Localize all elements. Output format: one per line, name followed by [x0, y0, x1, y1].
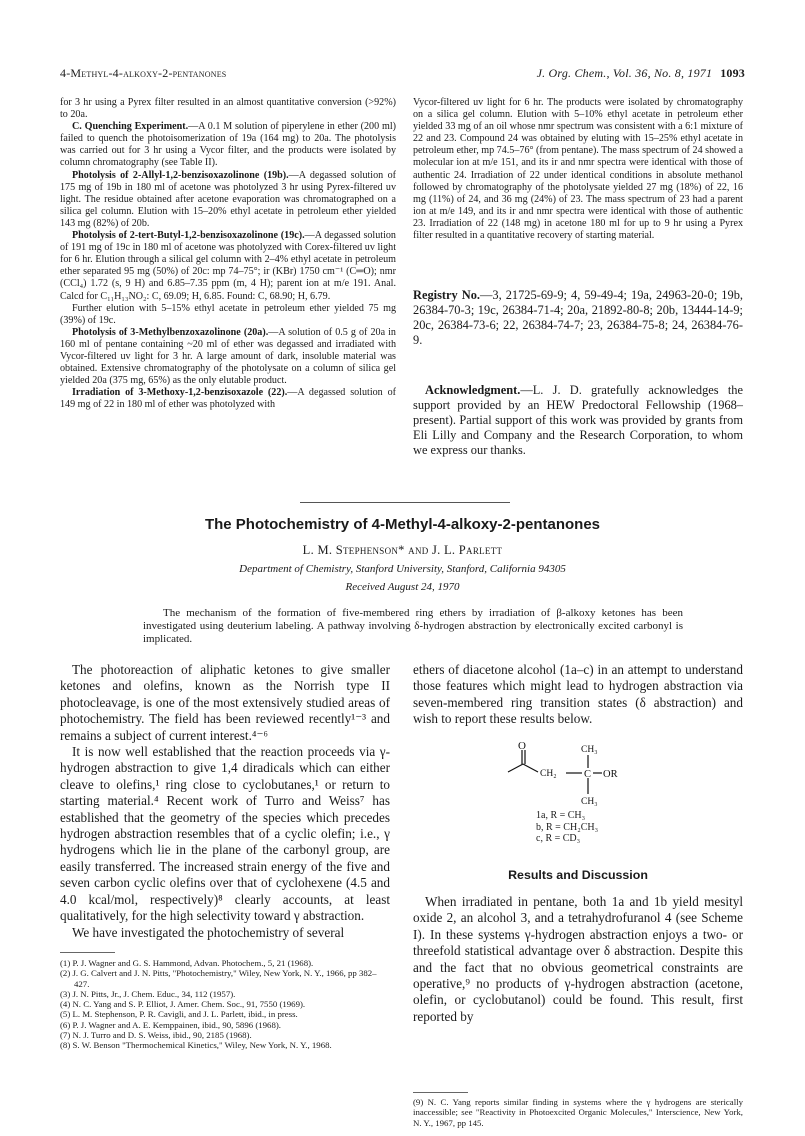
article-affiliation: Department of Chemistry, Stanford University, Stanford, California 94305 [239, 563, 566, 575]
article-authors: L. M. Stephenson* and J. L. Parlett [302, 543, 503, 557]
methyl-top-label: CH₃ [581, 745, 598, 755]
results-heading: Results and Discussion [508, 868, 648, 882]
methylene-label: CH₂ [540, 769, 557, 779]
article-title: The Photochemistry of 4-Methyl-4-alkoxy-2-pentanones [204, 516, 601, 533]
acknowledgment-label: Acknowledgment. [425, 383, 521, 397]
reference-3: (3) J. N. Pitts, Jr., J. Chem. Educ., 34, 112 (1957). [60, 988, 236, 999]
reference-1: (1) P. J. Wagner and G. S. Hammond, Advan. Photochem., 5, 21 (1968). [60, 958, 314, 968]
prev-para-22: Irradiation of 3-Methoxy-1,2-benzisoxazole (22).—A degassed solution of 149 mg of 22 in 180 ml of ether was photolyzed with [60, 387, 396, 411]
received-date: Received August 24, 1970 [345, 581, 460, 593]
prev-para-19c: Photolysis of 2-tert-Butyl-1,2-benzisoxazolinone (19c).—A degassed solution of 191 mg of 19c in 180 ml of acetone was photolyzed with Corex-filtered uv light for 6 hr. Elution through a silical gel column with 2–4% ethyl acetate in petroleum ether separated 95 mg (50%) of 20c: mp 74–75°; ir (KBr) 1750 cm⁻¹ (C═O); nmr (CCl₄) 1.72 (s, 9 H) and 6.85–7.35 ppm (m, 4 H); parent ion at m/e 191. Anal. Calcd for C₁₁H₁₃NO₂: C, 69.09; H, 6.85. Found: C, 68.90; H, 6.79. [60, 230, 396, 302]
carbonyl-oxygen-label: O [518, 742, 526, 752]
footnote-divider [60, 952, 115, 953]
prev-para-19b: Photolysis of 2-Allyl-1,2-benzisoxazolinone (19b).—A degassed solution of 175 mg of 19b in 180 ml of acetone was photolyzed 3 hr using Pyrex-filtered uv light. The residue obtained after acetone evaporation was chromatographed on a silica gel column. Elution with 15–20% ethyl acetate in petroleum ether yielded 143 mg (82%) of 20b. [60, 169, 396, 229]
prev-text-0: for 3 hr using a Pyrex filter resulted in an almost quantitative conversion (>92%) to 20a. [60, 97, 396, 121]
compound-1b-label: b, R = CH₂CH₃ [536, 821, 599, 833]
compound-1a-label: 1a, R = CH₃ [536, 810, 586, 821]
prev-para-quenching: C. Quenching Experiment.—A 0.1 M solution of piperylene in ether (200 ml) failed to quench the photoisomerization of 19a (164 mg) to 20a. The photolysis was carried out for 3 hr using a Vycor filter, and the products were isolated by column chromatography (see Table II). [60, 121, 396, 169]
article-right-intro [413, 662, 743, 728]
reference-list [60, 958, 390, 1051]
registry-text: —3, 21725-69-9; 4, 59-49-4; 19a, 24963-20-0; 19b, 26384-70-3; 19c, 26384-71-4; 20a, 21892-80-8; 20b, 13444-14-9; 20c, 26384-73-6; 22, 26384-74-7; 23, 26384-75-8; 24, 26384-76-9. [413, 288, 743, 347]
footnote-divider-right [413, 1092, 468, 1093]
reference-8: (8) S. W. Benson "Thermochemical Kinetics," Wiley, New York, N. Y., 1968. [60, 1040, 332, 1051]
prev-article-left-column [60, 97, 396, 411]
structure-1-labels [536, 810, 598, 845]
acknowledgment-text: —L. J. D. gratefully acknowledges the support provided by an HEW Predoctoral Fellowship (1968–present). Partial support of this work was provided by grants from Eli Lilly and Company and the Research Corporation, to whom we express our thanks. [413, 383, 743, 457]
reference-5: (5) L. M. Stephenson, P. R. Cavigli, and J. L. Parlett, ibid., in press. [60, 1009, 298, 1020]
abstract-text: The mechanism of the formation of five-membered ring ethers by irradiation of β-alkoxy ketones has been investigated using deuterium labeling. A pathway involving δ-hydrogen abstraction by electronically excited carbonyl is implicated. [143, 607, 683, 645]
article-left-column [60, 662, 390, 941]
reference-4: (4) N. C. Yang and S. P. Elliot, J. Amer. Chem. Soc., 91, 7550 (1969). [60, 999, 306, 1010]
prev-para-20a: Photolysis of 3-Methylbenzoxazolinone (20a).—A solution of 0.5 g of 20a in 160 ml of pentane containing ~20 ml of ether was degassed and irradiated with Vycor-filtered uv light for 3 hr. A large amount of dark, insoluble material was obtained. Extensive chromatography of the photolysate on a column of silica gel yielded 20a (375 mg, 65%) as the only elutable product. [60, 326, 396, 387]
journal-name: J. Org. Chem., Vol. 36, No. 8, 1971 [536, 66, 713, 80]
abstract [143, 607, 683, 646]
intro-para-3: We have investigated the photochemistry of several [72, 924, 345, 940]
acknowledgment [413, 383, 743, 458]
results-text: When irradiated in pentane, both 1a and 1b yield mesityl oxide 2, an alcohol 3, and a tetrahydrofuranol 4 (see Scheme I). In these systems γ-hydrogen abstraction enjoys a two- or threefold statistical advantage over δ abstraction. Despite this and the fact that no obvious geometrical constraints are operative,⁹ no products of γ-hydrogen abstraction (acetone, olefin, or cyclobutanol) could be found. This result, first reported by [413, 894, 743, 1024]
prev-article-right-column [413, 97, 743, 242]
journal-citation [537, 66, 745, 81]
methyl-bottom-label: CH₃ [581, 797, 598, 807]
running-title: 4-Methyl-4-alkoxy-2-pentanones [60, 66, 227, 80]
compound-1c-label: c, R = CD₃ [536, 833, 581, 844]
footnote-9: (9) N. C. Yang reports similar finding in systems where the γ hydrogens are sterically inaccessible; see "Reactivity in Photoexcited Organic Molecules," Interscience, New York, N. Y., 1967, pp 145. [413, 1097, 743, 1128]
right-intro-text: ethers of diacetone alcohol (1a–c) in an attempt to understand those features which might lead to hydrogen abstraction via seven-membered ring transition states (δ abstraction) and wish to report these results below. [413, 662, 743, 727]
intro-para-2: It is now well established that the reaction proceeds via γ-hydrogen abstraction to give 1,4 diradicals which can either cleave to olefins,¹ ring close to cyclobutanes,¹ or return to starting material.⁴ Recent work of Turro and Weiss⁷ has established that the geometry of the species which precedes hydrogen abstraction resembles that of a cyclic olefin; i.e., γ hydrogens which lie in the plane of the carbonyl group, are easily transferred. The increased strain energy of the five and seven carbon cyclic olefins over that of cyclohexene (4.5 and 4.0 kcal/mol, respectively)⁸ clearly accounts, at least qualitatively, for the high selectivity toward γ abstraction. [60, 744, 390, 924]
prev-right-text: Vycor-filtered uv light for 6 hr. The products were isolated by chromatography on a silica gel column. Elution with 5–10% ethyl acetate in petroleum ether yielded 33 mg of an oil whose nmr spectrum was consistent with a 6:1 mixture of 22 and 23. Compound 24 was obtained by eluting with 15–25% ethyl acetate in petroleum ether, mp 74.5–76° (from pentane). The mass spectrum of 24 showed a molecular ion at m/e 151, and its ir and nmr spectra were identical with those of authentic 24. Irradiation of 22 under identical conditions in absolute methanol followed by chromatography of the photolysate yielded 27 mg (18%) of 22, 16 mg (11%) of 24, and 36 mg (24%) of 23. The mass spectrum of 23 had a parent ion at m/e 149, and its ir and nmr spectra were identical with those of authentic 23. Irradiation of 22 (148 mg) in acetone 180 ml for up to 9 hr using a Pyrex filter resulted in a quantitative recovery of starting material. [413, 97, 744, 242]
page-number: 1093 [720, 66, 745, 80]
article-separator [300, 502, 510, 503]
reference-7: (7) N. J. Turro and D. S. Weiss, ibid., 90, 2185 (1968). [60, 1030, 252, 1041]
prev-para-further: Further elution with 5–15% ethyl acetate in petroleum ether yielded 75 mg (39%) of 19c. [60, 302, 396, 326]
alkoxy-group-label: OR [603, 769, 618, 780]
registry-label: Registry No. [413, 288, 480, 302]
registry-numbers [413, 288, 743, 348]
intro-para-1: The photoreaction of aliphatic ketones to give smaller ketones and olefins, known as the Norrish type II photocleavage, is one of the most extensively studied areas of photochemistry. The field has been reviewed recently¹⁻³ and remains a subject of current interest.⁴⁻⁶ [60, 662, 390, 743]
reference-6: (6) P. J. Wagner and A. E. Kemppainen, ibid., 90, 5896 (1968). [60, 1019, 281, 1030]
results-section [413, 868, 743, 1025]
reference-2: (2) J. G. Calvert and J. N. Pitts, "Photochemistry," Wiley, New York, N. Y., 1966, pp 382–427. [60, 968, 377, 989]
quaternary-carbon-label: C [584, 769, 592, 780]
